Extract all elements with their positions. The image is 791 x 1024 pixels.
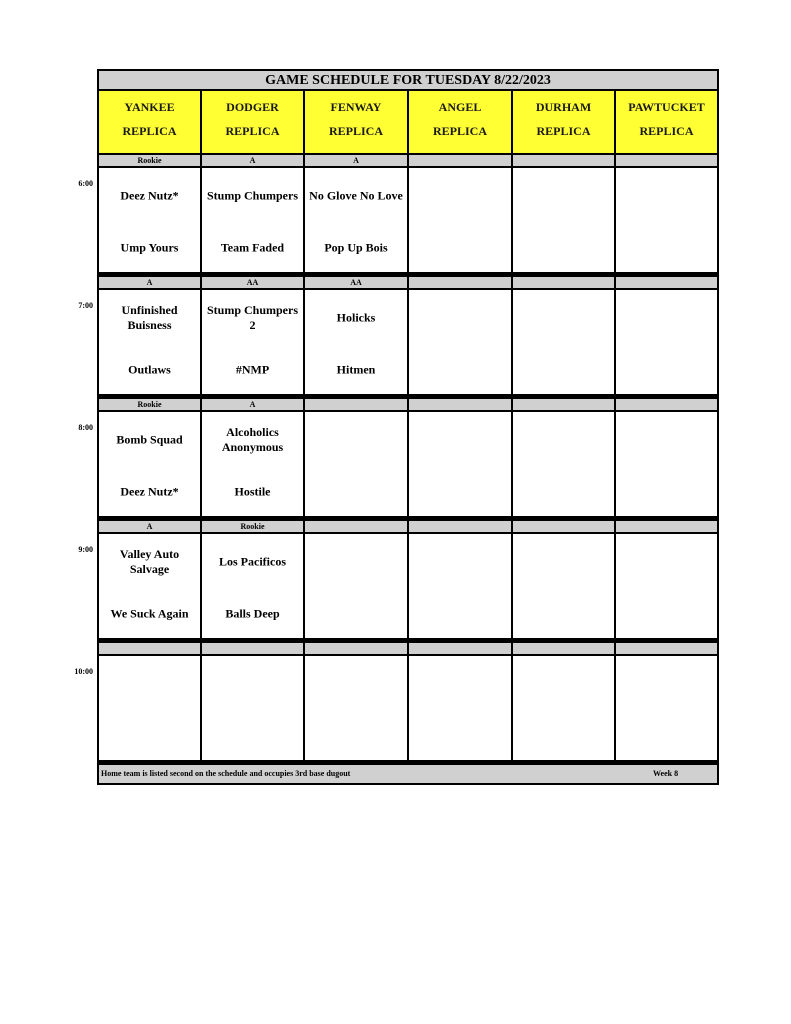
division-label: Rookie <box>99 399 200 410</box>
game-cell <box>513 168 614 272</box>
division-label <box>616 643 717 654</box>
game-cell <box>202 290 303 394</box>
field-header-angel <box>409 91 511 153</box>
field-type: REPLICA <box>639 124 694 138</box>
division-label <box>513 277 614 288</box>
division-label <box>409 399 511 410</box>
division-label: A <box>99 277 200 288</box>
division-label <box>616 399 717 410</box>
game-cell <box>513 656 614 760</box>
field-header-fenway <box>305 91 407 153</box>
home-team: Team Faded <box>220 240 285 255</box>
home-team: Hitmen <box>336 362 376 377</box>
field-type: REPLICA <box>225 124 280 138</box>
footer-bar <box>99 765 717 783</box>
time-slot-label: 10:00 <box>74 667 93 676</box>
field-type: REPLICA <box>432 124 487 138</box>
game-cell <box>305 412 407 516</box>
division-label <box>202 643 303 654</box>
field-name: ANGEL <box>438 100 482 114</box>
division-label: A <box>202 155 303 166</box>
game-cell <box>202 168 303 272</box>
home-team: #NMP <box>235 362 270 377</box>
game-cell <box>305 168 407 272</box>
game-cell <box>616 534 717 638</box>
time-slot-label: 9:00 <box>78 545 93 554</box>
field-header-yankee <box>99 91 200 153</box>
division-label <box>616 521 717 532</box>
home-team: Ump Yours <box>120 240 179 255</box>
away-team: Holicks <box>336 310 376 325</box>
home-team: Pop Up Bois <box>324 240 388 255</box>
division-label <box>616 277 717 288</box>
game-cell <box>99 656 200 760</box>
field-type: REPLICA <box>328 124 383 138</box>
game-cell <box>409 412 511 516</box>
game-cell <box>99 290 200 394</box>
division-label <box>513 155 614 166</box>
division-label: Rookie <box>99 155 200 166</box>
game-cell <box>616 412 717 516</box>
division-label <box>513 399 614 410</box>
field-name: PAWTUCKET <box>628 100 705 114</box>
game-cell <box>99 412 200 516</box>
game-cell <box>305 534 407 638</box>
away-team: Valley Auto Salvage <box>119 547 180 576</box>
away-team: Stump Chumpers <box>206 188 299 203</box>
game-cell <box>99 534 200 638</box>
game-cell <box>99 168 200 272</box>
game-cell <box>616 290 717 394</box>
division-label <box>305 521 407 532</box>
game-cell <box>513 534 614 638</box>
schedule-title: GAME SCHEDULE FOR TUESDAY 8/22/2023 <box>99 71 717 89</box>
division-label <box>513 521 614 532</box>
time-slot-label: 6:00 <box>78 179 93 188</box>
away-team: Unfinished Buisness <box>121 303 178 332</box>
home-team: Deez Nutz* <box>120 484 179 499</box>
away-team: No Glove No Love <box>309 188 403 203</box>
division-label <box>513 643 614 654</box>
field-header-durham <box>513 91 614 153</box>
division-label: A <box>202 399 303 410</box>
game-cell <box>202 656 303 760</box>
division-label <box>616 155 717 166</box>
game-cell <box>513 412 614 516</box>
field-name: DURHAM <box>535 100 592 114</box>
division-label <box>305 643 407 654</box>
home-team: Hostile <box>234 484 271 499</box>
game-cell <box>202 412 303 516</box>
footer-note: Home team is listed second on the schedule and occupies 3rd base dugout <box>101 769 351 778</box>
field-header-dodger <box>202 91 303 153</box>
game-cell <box>513 290 614 394</box>
game-cell <box>202 534 303 638</box>
field-type: REPLICA <box>122 124 177 138</box>
week-label: Week 8 <box>653 769 679 778</box>
division-label: AA <box>202 277 303 288</box>
division-label <box>305 399 407 410</box>
time-slot-label: 7:00 <box>78 301 93 310</box>
schedule-sheet <box>97 69 719 785</box>
game-cell <box>409 534 511 638</box>
home-team: Balls Deep <box>225 606 280 621</box>
division-label <box>99 643 200 654</box>
time-slot-label: 8:00 <box>78 423 93 432</box>
division-label: Rookie <box>202 521 303 532</box>
field-type: REPLICA <box>536 124 591 138</box>
game-cell <box>616 656 717 760</box>
field-header-pawtucket <box>616 91 717 153</box>
home-team: Outlaws <box>128 362 171 377</box>
field-name: YANKEE <box>124 100 175 114</box>
field-name: FENWAY <box>330 100 382 114</box>
away-team: Alcoholics Anonymous <box>221 425 284 454</box>
division-label: AA <box>305 277 407 288</box>
away-team: Bomb Squad <box>116 432 183 447</box>
division-label <box>409 155 511 166</box>
division-label: A <box>99 521 200 532</box>
field-name: DODGER <box>226 100 279 114</box>
division-label <box>409 643 511 654</box>
away-team: Deez Nutz* <box>120 188 179 203</box>
game-cell <box>305 656 407 760</box>
division-label: A <box>305 155 407 166</box>
game-cell <box>409 656 511 760</box>
game-cell <box>409 290 511 394</box>
away-team: Los Pacificos <box>219 554 286 569</box>
division-label <box>409 521 511 532</box>
home-team: We Suck Again <box>110 606 189 621</box>
away-team: Stump Chumpers 2 <box>206 303 299 332</box>
game-cell <box>616 168 717 272</box>
game-cell <box>409 168 511 272</box>
division-label <box>409 277 511 288</box>
game-cell <box>305 290 407 394</box>
